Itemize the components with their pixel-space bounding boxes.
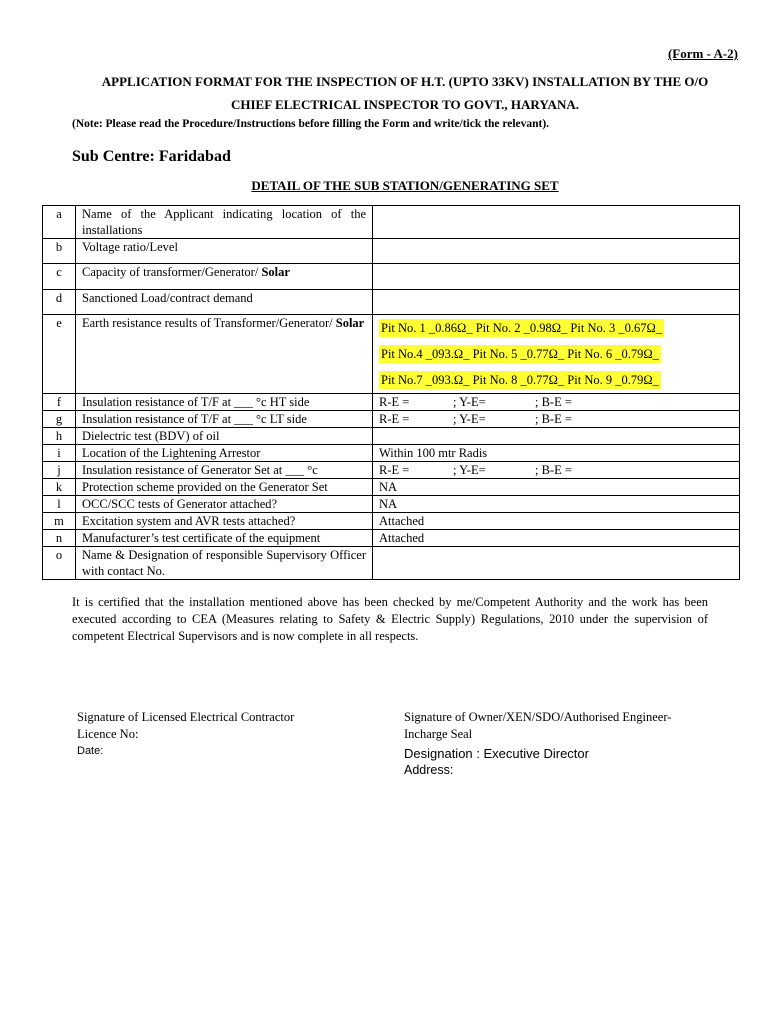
owner-signature-label: Signature of Owner/XEN/SDO/Authorised Engineer- bbox=[404, 710, 672, 724]
row-value bbox=[373, 428, 740, 445]
table-row bbox=[43, 206, 740, 239]
earth-pit-line-2: Pit No.4 _093.Ω_ Pit No. 5 _0.77Ω_ Pit No. 6 _0.79Ω_ bbox=[381, 347, 659, 361]
row-description-text: Capacity of transformer/Generator/ bbox=[82, 265, 262, 279]
row-description: Location of the Lightening Arrestor bbox=[76, 445, 373, 462]
designation-label: Designation : Executive Director bbox=[404, 746, 589, 761]
b-e-label: ; B-E = bbox=[535, 412, 572, 426]
table-row bbox=[43, 462, 740, 479]
row-description bbox=[76, 315, 373, 394]
date-label: Date: bbox=[77, 745, 104, 757]
substation-details-table bbox=[42, 205, 740, 580]
section-title: DETAIL OF THE SUB STATION/GENERATING SET bbox=[251, 178, 559, 193]
row-description-bold: Solar bbox=[335, 316, 365, 330]
row-value bbox=[373, 547, 740, 580]
row-value: NA bbox=[373, 479, 740, 496]
form-title bbox=[40, 70, 768, 116]
row-index: j bbox=[43, 462, 76, 479]
table-row bbox=[43, 547, 740, 580]
row-description: Name & Designation of responsible Supervisory Officer with contact No. bbox=[76, 547, 373, 580]
row-description: Voltage ratio/Level bbox=[76, 239, 373, 264]
table-row bbox=[43, 530, 740, 547]
row-description: OCC/SCC tests of Generator attached? bbox=[76, 496, 373, 513]
y-e-label: ; Y-E= bbox=[453, 412, 486, 426]
row-description-bold: Solar bbox=[261, 265, 290, 279]
row-description: Manufacturer’s test certificate of the equipment bbox=[76, 530, 373, 547]
row-description: Dielectric test (BDV) of oil bbox=[76, 428, 373, 445]
row-value: Within 100 mtr Radis bbox=[373, 445, 740, 462]
row-index: a bbox=[43, 206, 76, 239]
contractor-signature-block bbox=[77, 709, 377, 760]
table-row bbox=[43, 315, 740, 394]
row-description: Insulation resistance of T/F at ___ °c LT side bbox=[76, 411, 373, 428]
r-e-label: R-E = bbox=[379, 412, 410, 426]
y-e-label: ; Y-E= bbox=[453, 463, 486, 477]
insulation-values bbox=[373, 411, 740, 428]
table-row bbox=[43, 496, 740, 513]
row-description: Excitation system and AVR tests attached? bbox=[76, 513, 373, 530]
row-index: n bbox=[43, 530, 76, 547]
row-description: Protection scheme provided on the Generator Set bbox=[76, 479, 373, 496]
row-value bbox=[373, 264, 740, 290]
r-e-label: R-E = bbox=[379, 395, 410, 409]
table-row bbox=[43, 290, 740, 315]
b-e-label: ; B-E = bbox=[535, 395, 572, 409]
row-index: f bbox=[43, 394, 76, 411]
row-index: h bbox=[43, 428, 76, 445]
row-index: k bbox=[43, 479, 76, 496]
b-e-label: ; B-E = bbox=[535, 463, 572, 477]
row-index: g bbox=[43, 411, 76, 428]
licence-number-label: Licence No: bbox=[77, 727, 139, 741]
y-e-label: ; Y-E= bbox=[453, 395, 486, 409]
address-label: Address: bbox=[404, 763, 454, 777]
table-row bbox=[43, 264, 740, 290]
row-value: NA bbox=[373, 496, 740, 513]
contractor-signature-label: Signature of Licensed Electrical Contractor bbox=[77, 710, 295, 724]
r-e-label: R-E = bbox=[379, 463, 410, 477]
table-row bbox=[43, 513, 740, 530]
row-index: e bbox=[43, 315, 76, 394]
row-value: Attached bbox=[373, 513, 740, 530]
table-row bbox=[43, 394, 740, 411]
table-row bbox=[43, 411, 740, 428]
insulation-values bbox=[373, 394, 740, 411]
form-number: (Form - A-2) bbox=[667, 46, 738, 61]
row-index: l bbox=[43, 496, 76, 513]
table-row bbox=[43, 239, 740, 264]
table-row bbox=[43, 428, 740, 445]
earth-pit-line-1: Pit No. 1 _0.86Ω_ Pit No. 2 _0.98Ω_ Pit No. 3 _0.67Ω_ bbox=[381, 321, 663, 335]
insulation-values bbox=[373, 462, 740, 479]
table-row bbox=[43, 479, 740, 496]
row-description-text: Earth resistance results of Transformer/Generator/ bbox=[82, 316, 336, 330]
row-index: i bbox=[43, 445, 76, 462]
sub-centre-label: Sub Centre: Faridabad bbox=[72, 148, 231, 165]
certification-statement: It is certified that the installation mentioned above has been checked by me/Competent Authority and the work has been executed according to CEA (Measures relating to Safety & Electric Supply) Regulations, 2010 under the supervision of competent Electrical Supervisors and is now complete in all respects. bbox=[72, 595, 708, 643]
row-description: Sanctioned Load/contract demand bbox=[76, 290, 373, 315]
form-title-line-2: CHIEF ELECTRICAL INSPECTOR TO GOVT., HARYANA. bbox=[231, 97, 579, 112]
instruction-note: (Note: Please read the Procedure/Instructions before filling the Form and write/tick the relevant). bbox=[72, 118, 550, 130]
row-description: Name of the Applicant indicating location of the installations bbox=[76, 206, 373, 239]
form-title-line-1: APPLICATION FORMAT FOR THE INSPECTION OF H.T. (UPTO 33KV) INSTALLATION BY THE O/O bbox=[101, 74, 709, 89]
row-description bbox=[76, 264, 373, 290]
row-value bbox=[373, 290, 740, 315]
row-value: Attached bbox=[373, 530, 740, 547]
earth-pit-values bbox=[373, 315, 740, 394]
row-value bbox=[373, 239, 740, 264]
row-index: m bbox=[43, 513, 76, 530]
row-index: o bbox=[43, 547, 76, 580]
row-description: Insulation resistance of T/F at ___ °c HT side bbox=[76, 394, 373, 411]
row-index: d bbox=[43, 290, 76, 315]
row-index: c bbox=[43, 264, 76, 290]
earth-pit-line-3: Pit No.7 _093.Ω_ Pit No. 8 _0.77Ω_ Pit No. 9 _0.79Ω_ bbox=[381, 373, 659, 387]
row-value bbox=[373, 206, 740, 239]
row-index: b bbox=[43, 239, 76, 264]
row-description: Insulation resistance of Generator Set at ___ °c bbox=[76, 462, 373, 479]
owner-signature-block bbox=[404, 709, 724, 779]
table-row bbox=[43, 445, 740, 462]
seal-label: Incharge Seal bbox=[404, 727, 473, 741]
